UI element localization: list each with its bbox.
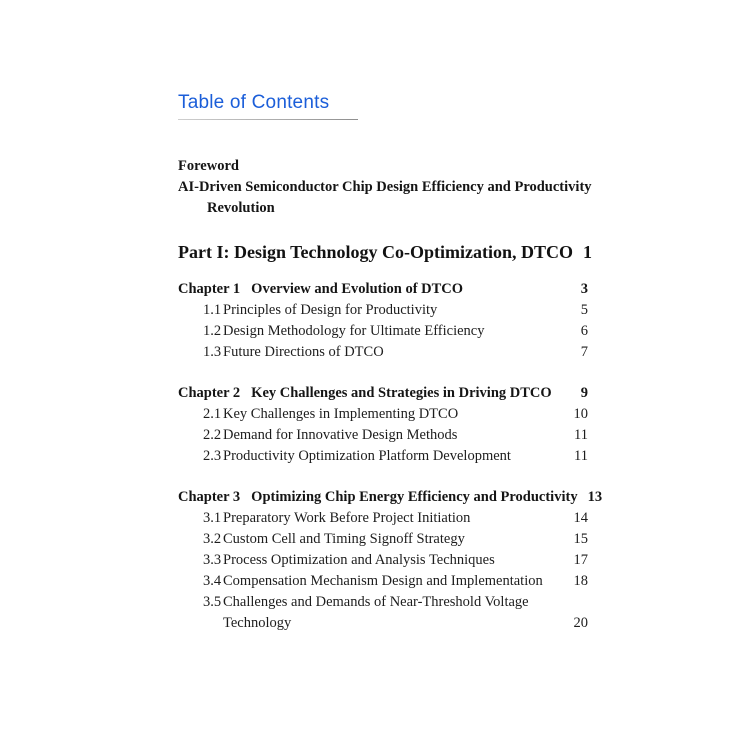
section-entry: [178, 342, 588, 363]
section-page-number: 20: [573, 615, 588, 631]
section-page-number: 14: [573, 510, 588, 526]
section-title: Process Optimization and Analysis Techniques: [223, 552, 495, 568]
chapter-3-block: [178, 487, 603, 634]
section-number: 1.2: [203, 323, 222, 339]
chapter-page-number: 3: [580, 281, 588, 297]
foreword-label-row: [178, 156, 588, 177]
chapter-page-number: 9: [580, 385, 588, 401]
section-entry: [178, 404, 588, 425]
part-entry: [178, 240, 593, 264]
section-entry-continuation: [178, 613, 588, 634]
section-entry: [178, 446, 588, 467]
foreword-title-row: [178, 177, 592, 198]
section-page-number: 15: [573, 531, 588, 547]
chapter-title: Overview and Evolution of DTCO: [251, 281, 464, 297]
chapter-entry: [178, 487, 603, 508]
section-page-number: 5: [580, 302, 588, 318]
chapter-label: Chapter 3: [178, 489, 241, 505]
section-entry: [178, 592, 588, 613]
section-number: 3.5: [203, 594, 222, 610]
chapter-2-block: [178, 383, 588, 467]
section-entry: [178, 425, 588, 446]
section-number: 1.1: [203, 302, 222, 318]
chapter-label: Chapter 1: [178, 281, 241, 297]
section-page-number: 17: [573, 552, 588, 568]
chapter-label: Chapter 2: [178, 385, 241, 401]
chapter-heading: [178, 487, 578, 508]
section-title: Design Methodology for Ultimate Efficiency: [223, 323, 485, 339]
section-page-number: 18: [573, 573, 588, 589]
section-number: 2.1: [203, 406, 222, 422]
section-entry: [178, 550, 588, 571]
section-title: Demand for Innovative Design Methods: [223, 427, 458, 443]
section-title: Challenges and Demands of Near-Threshold Voltage: [223, 594, 529, 610]
section-page-number: 10: [573, 406, 588, 422]
section-number: 3.1: [203, 510, 222, 526]
part-page-number: 1: [583, 242, 593, 262]
chapter-title: Key Challenges and Strategies in Driving DTCO: [251, 385, 552, 401]
section-title: Preparatory Work Before Project Initiation: [223, 510, 471, 526]
foreword-title-continuation-row: [178, 198, 588, 219]
foreword-title-line1: AI-Driven Semiconductor Chip Design Efficiency and Productivity: [178, 179, 592, 195]
section-title: Future Directions of DTCO: [223, 344, 384, 360]
part-title: Part I: Design Technology Co-Optimization, DTCO: [178, 242, 574, 262]
section-entry: [178, 529, 588, 550]
section-title-line2: Technology: [223, 615, 292, 631]
section-page-number: 7: [580, 344, 588, 360]
toc-content: [178, 0, 603, 634]
chapter-heading: [178, 383, 552, 404]
chapter-1-block: [178, 279, 588, 363]
section-title: Key Challenges in Implementing DTCO: [223, 406, 459, 422]
section-entry: [178, 508, 588, 529]
section-title: Compensation Mechanism Design and Implementation: [223, 573, 543, 589]
heading-underline: [178, 119, 358, 120]
chapter-heading: [178, 279, 463, 300]
chapter-page-number: 13: [587, 489, 603, 505]
chapter-entry: [178, 279, 588, 300]
foreword-title-line2: Revolution: [207, 200, 275, 216]
section-number: 3.2: [203, 531, 222, 547]
foreword-label: Foreword: [178, 158, 239, 174]
section-entry: [178, 300, 588, 321]
section-number: 3.4: [203, 573, 222, 589]
section-number: 3.3: [203, 552, 222, 568]
section-title: Productivity Optimization Platform Development: [223, 448, 511, 464]
chapter-entry: [178, 383, 588, 404]
foreword-block: [178, 156, 592, 219]
section-page-number: 6: [580, 323, 588, 339]
section-page-number: 11: [574, 448, 588, 464]
section-entry: [178, 321, 588, 342]
chapter-title: Optimizing Chip Energy Efficiency and Productivity: [251, 489, 578, 505]
section-number: 2.2: [203, 427, 222, 443]
section-title: Custom Cell and Timing Signoff Strategy: [223, 531, 465, 547]
section-title: Principles of Design for Productivity: [223, 302, 438, 318]
section-entry: [178, 571, 588, 592]
section-number: 2.3: [203, 448, 222, 464]
page-title: Table of Contents: [178, 92, 330, 113]
section-number: 1.3: [203, 344, 222, 360]
section-page-number: 11: [574, 427, 588, 443]
